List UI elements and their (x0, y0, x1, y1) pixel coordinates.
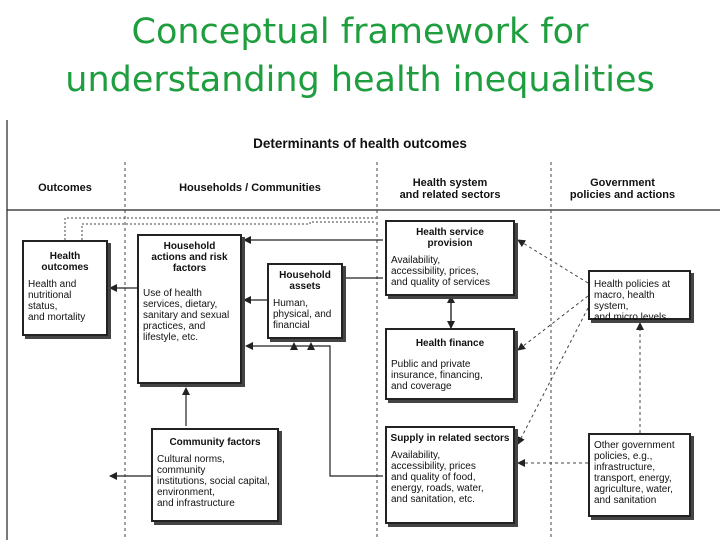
household-assets-body (269, 298, 341, 331)
community-factors-body-line-4: environment, (157, 487, 215, 498)
gov-arrow-to-service (518, 240, 588, 283)
household-actions-title-line-3: factors (172, 263, 207, 274)
health-policies-body-line-2: macro, health system, (594, 290, 655, 312)
health-policies-body-line-1: Health policies at (594, 279, 671, 290)
household-actions-body-line-2: services, dietary, (143, 299, 218, 310)
community-factors-body-line-3: institutions, social capital, (157, 476, 270, 487)
health-service-body-line-1: Availability, (391, 255, 441, 266)
health-outcomes-body (24, 279, 106, 323)
supply-sectors-body-line-2: accessibility, prices (391, 461, 476, 472)
health-service-title-line-1: Health service (416, 227, 484, 238)
supply-sectors-box (385, 426, 515, 524)
health-finance-title: Health finance (415, 338, 485, 349)
community-factors-body-line-2: community (157, 465, 206, 476)
household-assets-body-line-3: financial (273, 320, 310, 331)
health-outcomes-body-line-1: Health and (28, 279, 77, 290)
slide-title-line-2: understanding health inequalities (65, 60, 655, 100)
health-finance-body-line-3: and coverage (391, 381, 452, 392)
community-factors-box (151, 428, 279, 522)
household-actions-body (139, 288, 240, 343)
health-outcomes-title-line-2: outcomes (41, 262, 89, 273)
health-outcomes-title (24, 251, 106, 273)
supply-sectors-body-line-5: and sanitation, etc. (391, 494, 475, 505)
other-policies-body-line-5: agriculture, water, (594, 484, 673, 495)
health-policies-body-line-3: and micro levels. (594, 312, 670, 323)
health-outcomes-title-line-1: Health (49, 251, 81, 262)
supply-sectors-body-line-4: energy, roads, water, (391, 483, 484, 494)
slide-title-line-1: Conceptual framework for (131, 12, 589, 52)
health-service-title-line-2: provision (427, 238, 473, 249)
column-label-government (555, 177, 690, 201)
community-factors-title: Community factors (169, 437, 261, 448)
column-label-outcomes: Outcomes (38, 182, 92, 194)
health-outcomes-body-line-2: nutritional status, (28, 290, 72, 312)
household-assets-body-line-2: physical, and (273, 309, 332, 320)
health-service-box (385, 220, 515, 296)
supply-sectors-body-line-3: and quality of food, (391, 472, 476, 483)
other-policies-body-line-4: transport, energy, (594, 473, 672, 484)
household-assets-title-line-2: assets (289, 281, 321, 292)
other-policies-box (588, 433, 691, 517)
slide-title (0, 8, 720, 104)
health-finance-box (385, 328, 515, 400)
health-outcomes-box (22, 240, 108, 336)
community-factors-body-line-1: Cultural norms, (157, 454, 225, 465)
supply-sectors-title: Supply in related sectors (390, 433, 510, 444)
framework-diagram (0, 118, 720, 540)
household-actions-body-line-5: lifestyle, etc. (143, 332, 199, 343)
column-label-health-system-line-2: and related sectors (399, 189, 501, 201)
health-policies-box (588, 270, 691, 323)
household-assets-body-line-1: Human, (273, 298, 309, 309)
household-assets-title (269, 270, 341, 292)
community-factors-body (153, 454, 277, 509)
other-policies-body (590, 440, 689, 506)
other-policies-body-line-6: and sanitation (594, 495, 657, 506)
column-label-government-line-1: Government (590, 177, 655, 189)
health-service-body-line-2: accessibility, prices, (391, 266, 479, 277)
household-actions-title-line-2: actions and risk (151, 252, 228, 263)
household-actions-box (137, 234, 242, 384)
household-assets-box (267, 263, 343, 339)
household-actions-title (139, 241, 240, 274)
household-actions-body-line-4: practices, and (143, 321, 206, 332)
other-policies-body-line-3: infrastructure, (594, 462, 656, 473)
health-policies-body (590, 279, 689, 323)
gov-arrow-to-finance (518, 296, 588, 350)
household-assets-title-line-1: Household (279, 270, 331, 281)
health-finance-body-line-2: insurance, financing, (391, 370, 483, 381)
household-actions-title-line-1: Household (163, 241, 216, 252)
supply-sectors-body (387, 450, 513, 505)
gov-arrow-to-supply (518, 308, 588, 444)
column-label-health-system (385, 177, 515, 201)
supply-sectors-body-line-1: Availability, (391, 450, 441, 461)
health-service-body (387, 255, 513, 288)
health-outcomes-body-line-3: and mortality (28, 312, 86, 323)
household-actions-body-line-3: sanitary and sexual (143, 310, 230, 321)
other-policies-body-line-1: Other government (594, 440, 675, 451)
health-finance-body (387, 359, 513, 392)
diagram-heading: Determinants of health outcomes (253, 136, 467, 151)
health-finance-body-line-1: Public and private (391, 359, 471, 370)
column-label-health-system-line-1: Health system (412, 177, 488, 189)
column-label-government-line-2: policies and actions (569, 189, 676, 201)
column-label-households: Households / Communities (179, 182, 321, 194)
other-policies-body-line-2: policies, e.g., (594, 451, 653, 462)
health-service-body-line-3: and quality of services (391, 277, 490, 288)
health-service-title (387, 227, 513, 249)
community-factors-body-line-5: and infrastructure (157, 498, 235, 509)
household-actions-body-line-1: Use of health (143, 288, 202, 299)
